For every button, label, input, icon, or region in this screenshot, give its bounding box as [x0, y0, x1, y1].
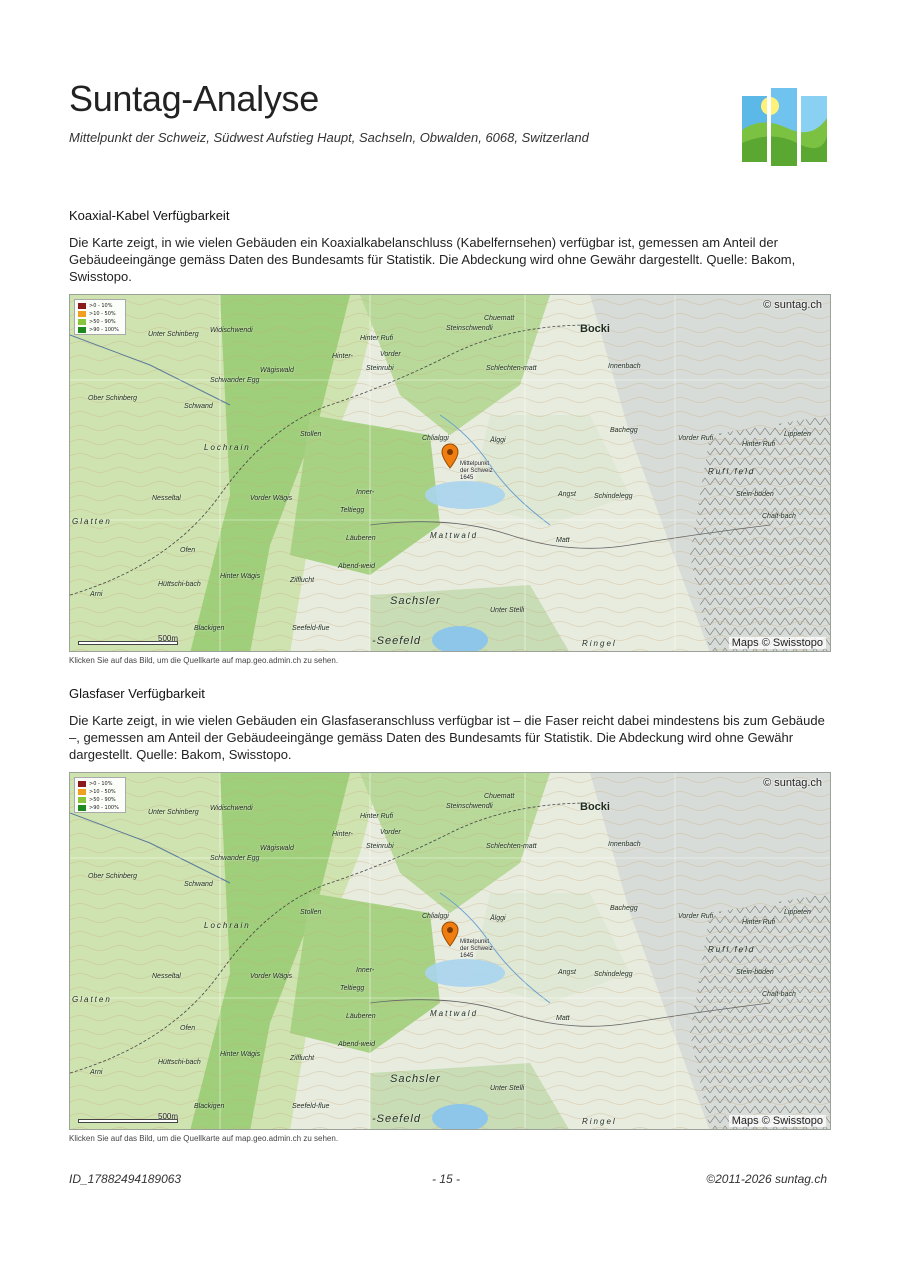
map-caption: Klicken Sie auf das Bild, um die Quellkarte auf map.geo.admin.ch zu sehen. — [69, 656, 339, 665]
legend-label: >90 - 100% — [89, 805, 119, 811]
place-label: Chlialggi — [422, 435, 449, 442]
legend-item — [78, 310, 122, 318]
place-label: Chlialggi — [422, 913, 449, 920]
legend-swatch — [78, 303, 86, 309]
place-label: Abend-weid — [338, 563, 375, 570]
place-label: Hinter- — [332, 831, 353, 838]
marker-label-line: Mittelpunkt — [460, 461, 490, 467]
place-label: Mattwald — [430, 531, 479, 540]
place-label: Glatten — [72, 517, 112, 526]
legend-item — [78, 804, 122, 812]
section-heading-fiber: Glasfaser Verfügbarkeit — [69, 686, 205, 701]
legend-item — [78, 326, 122, 334]
marker-label-line: Mittelpunkt — [460, 939, 490, 945]
place-label: Matt — [556, 1015, 570, 1022]
place-label: Unter Schinberg — [148, 331, 199, 338]
legend-label: >10 - 50% — [89, 311, 116, 317]
place-label: Mattwald — [430, 1009, 479, 1018]
legend-swatch — [78, 319, 86, 325]
marker-elevation: 1645 — [460, 475, 474, 481]
place-label: Schwand — [184, 881, 213, 888]
page-subtitle: Mittelpunkt der Schweiz, Südwest Aufstieg Haupt, Sachseln, Obwalden, 6068, Switzerland — [69, 130, 589, 145]
fiber-map[interactable] — [69, 772, 831, 1130]
place-label: Hüttschi-bach — [158, 1059, 201, 1066]
place-label: Älggi — [490, 437, 506, 444]
place-label: Schwand — [184, 403, 213, 410]
place-label: Teltiegg — [340, 985, 365, 992]
place-label: Schwander Egg — [210, 377, 260, 384]
marker-elevation: 1645 — [460, 953, 474, 959]
place-label: Rufl feld — [708, 945, 756, 954]
map-legend — [74, 299, 126, 335]
legend-label: >10 - 50% — [89, 789, 116, 795]
legend-swatch — [78, 311, 86, 317]
place-label: Schwander Egg — [210, 855, 260, 862]
place-label: Abend-weid — [338, 1041, 375, 1048]
place-label: -Seefeld — [372, 1113, 421, 1125]
place-label: Seefeld-flue — [292, 1103, 330, 1110]
location-pin-icon[interactable] — [441, 921, 459, 947]
place-label: Unter Schinberg — [148, 809, 199, 816]
place-label: Widischwendi — [210, 805, 253, 812]
place-label: Unter Stelli — [490, 1085, 525, 1092]
place-label: Steinschwendli — [446, 803, 493, 810]
map-copyright: © suntag.ch — [763, 299, 822, 311]
place-label: Nesseltal — [152, 495, 181, 502]
page-number: - 15 - — [432, 1172, 461, 1186]
place-label: Ofen — [180, 547, 196, 554]
place-label: Angst — [558, 969, 576, 976]
place-label: Hinter Wägis — [220, 1051, 261, 1058]
footer-copyright: ©2011-2026 suntag.ch — [706, 1172, 827, 1186]
place-label: Stein-böden — [736, 491, 774, 498]
place-label: Blackigen — [194, 625, 225, 632]
place-label: Blackigen — [194, 1103, 225, 1110]
place-label: Hüttschi-bach — [158, 581, 201, 588]
place-label: Sachsler — [390, 1073, 441, 1085]
place-label: Angst — [558, 491, 576, 498]
place-label: Ringel — [582, 1117, 617, 1126]
place-label: -Seefeld — [372, 635, 421, 647]
place-label: Hinter Rufi — [360, 335, 394, 342]
place-label: Hinter Wägis — [220, 573, 261, 580]
legend-label: >90 - 100% — [89, 327, 119, 333]
place-label: Teltiegg — [340, 507, 365, 514]
place-label: Vorder Rufi — [678, 913, 714, 920]
place-label: Hinter Rufi — [360, 813, 394, 820]
place-label: Steinrubi — [366, 843, 394, 850]
place-label: Inner- — [356, 967, 375, 974]
legend-swatch — [78, 805, 86, 811]
map-credit: Maps © Swisstopo — [729, 637, 826, 649]
place-label: Ofen — [180, 1025, 196, 1032]
scale-label: 500m — [158, 1112, 179, 1121]
place-label: Vorder Wägis — [250, 973, 293, 980]
place-label: Nesseltal — [152, 973, 181, 980]
coax-map[interactable] — [69, 294, 831, 652]
legend-item — [78, 318, 122, 326]
section-text-fiber: Die Karte zeigt, in wie vielen Gebäuden ein Glasfaseranschluss verfügbar ist – die Faser reicht dabei mindestens bis zum Gebäude –, gemessen am Anteil der Gebäudeeingänge gemäss Daten des Bundesamts für Statistik. Die Abdeckung wird ohne Gewähr dargestellt. Quelle: Bakom, Swisstopo. — [69, 713, 825, 762]
legend-label: >0 - 10% — [89, 781, 113, 787]
place-label: Innenbach — [608, 363, 641, 370]
marker-label-line: der Schweiz — [460, 946, 493, 952]
place-label: Bachegg — [610, 427, 638, 434]
place-label: Hinter Rufi — [742, 441, 776, 448]
place-label: Chalt-bach — [762, 513, 796, 520]
place-label: Steinrubi — [366, 365, 394, 372]
marker-label-line: der Schweiz — [460, 468, 493, 474]
legend-swatch — [78, 797, 86, 803]
place-label: Unter Stelli — [490, 607, 525, 614]
place-label: Vorder — [380, 351, 401, 358]
map-credit: Maps © Swisstopo — [729, 1115, 826, 1127]
place-label: Wägiswald — [260, 845, 294, 852]
place-label: Chuematt — [484, 793, 515, 800]
map-caption: Klicken Sie auf das Bild, um die Quellkarte auf map.geo.admin.ch zu sehen. — [69, 1134, 339, 1143]
place-label: Arni — [90, 1069, 103, 1076]
place-label: Bocki — [580, 801, 610, 813]
legend-swatch — [78, 789, 86, 795]
place-label: Bachegg — [610, 905, 638, 912]
place-label: Innenbach — [608, 841, 641, 848]
place-label: Läuberen — [346, 535, 376, 542]
legend-label: >0 - 10% — [89, 303, 113, 309]
suntag-logo — [742, 88, 827, 166]
place-label: Lochrain — [204, 921, 251, 930]
place-label: Lochrain — [204, 443, 251, 452]
location-pin-icon[interactable] — [441, 443, 459, 469]
place-label: Schlechten-matt — [486, 843, 537, 850]
place-label: Schindelegg — [594, 971, 633, 978]
legend-item — [78, 796, 122, 804]
place-label: Schindelegg — [594, 493, 633, 500]
place-label: Sachsler — [390, 595, 441, 607]
place-label: Chalt-bach — [762, 991, 796, 998]
legend-label: >50 - 90% — [89, 797, 116, 803]
place-label: Hinter Rufi — [742, 919, 776, 926]
place-label: Läuberen — [346, 1013, 376, 1020]
scale-label: 500m — [158, 634, 179, 643]
marker-label — [460, 939, 493, 960]
place-label: Zilflucht — [290, 1055, 315, 1062]
place-label: Vorder Rufi — [678, 435, 714, 442]
place-label: Hinter- — [332, 353, 353, 360]
place-label: Lippeten — [784, 909, 811, 916]
place-label: Chuematt — [484, 315, 515, 322]
place-label: Bocki — [580, 323, 610, 335]
place-label: Seefeld-flue — [292, 625, 330, 632]
marker-label — [460, 461, 493, 482]
page-title: Suntag-Analyse — [69, 78, 319, 119]
place-label: Schlechten-matt — [486, 365, 537, 372]
place-label: Ober Schinberg — [88, 873, 138, 880]
map-legend — [74, 777, 126, 813]
place-label: Inner- — [356, 489, 375, 496]
place-label: Stollen — [300, 909, 322, 916]
place-label: Ringel — [582, 639, 617, 648]
place-label: Arni — [90, 591, 103, 598]
place-label: Steinschwendli — [446, 325, 493, 332]
legend-item — [78, 788, 122, 796]
legend-swatch — [78, 327, 86, 333]
place-label: Vorder — [380, 829, 401, 836]
place-label: Widischwendi — [210, 327, 253, 334]
place-label: Wägiswald — [260, 367, 294, 374]
legend-swatch — [78, 781, 86, 787]
section-heading-coax: Koaxial-Kabel Verfügbarkeit — [69, 208, 230, 223]
place-label: Ober Schinberg — [88, 395, 138, 402]
section-text-coax: Die Karte zeigt, in wie vielen Gebäuden ein Koaxialkabelanschluss (Kabelfernsehen) verfügbar ist, gemessen am Anteil der Gebäudeeingänge gemäss Daten des Bundesamts für Statistik. Die Abdeckung wird ohne Gewähr dargestellt. Quelle: Bakom, Swisstopo. — [69, 235, 796, 284]
place-label: Zilflucht — [290, 577, 315, 584]
place-label: Rufl feld — [708, 467, 756, 476]
place-label: Vorder Wägis — [250, 495, 293, 502]
document-id: ID_17882494189063 — [69, 1172, 182, 1186]
place-label: Älggi — [490, 915, 506, 922]
place-label: Matt — [556, 537, 570, 544]
map-copyright: © suntag.ch — [763, 777, 822, 789]
legend-item — [78, 780, 122, 788]
place-label: Lippeten — [784, 431, 811, 438]
place-label: Glatten — [72, 995, 112, 1004]
legend-item — [78, 302, 122, 310]
place-label: Stein-böden — [736, 969, 774, 976]
place-label: Stollen — [300, 431, 322, 438]
legend-label: >50 - 90% — [89, 319, 116, 325]
